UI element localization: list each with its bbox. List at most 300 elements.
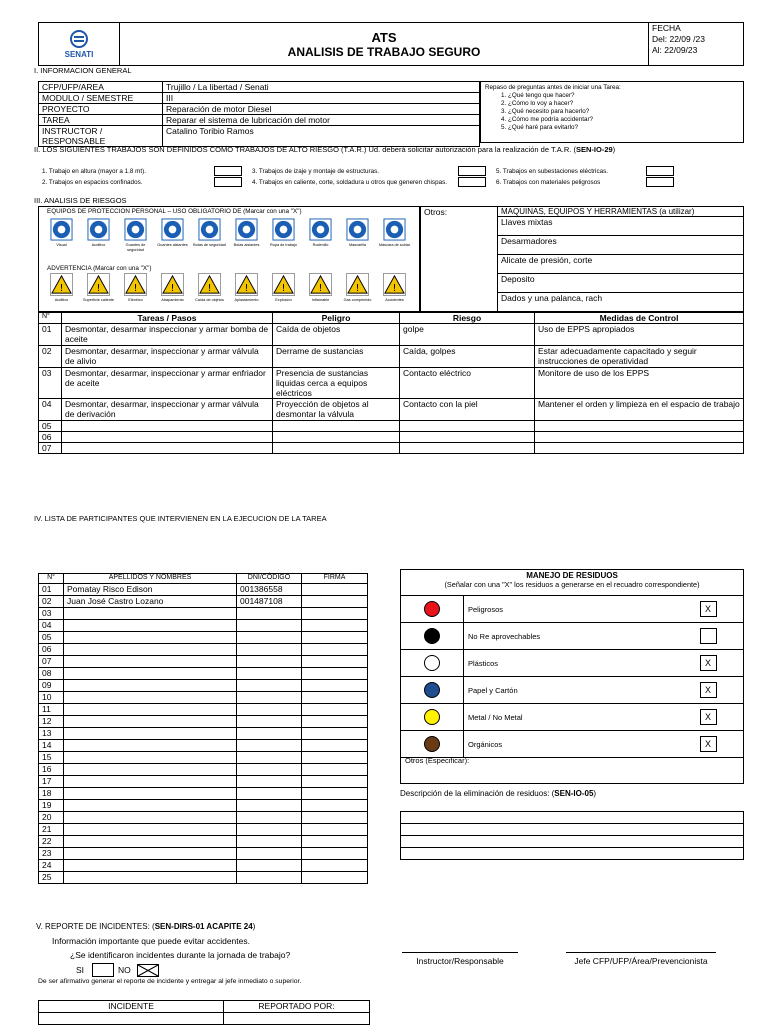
participant-row [39, 644, 368, 656]
participant-row [39, 704, 368, 716]
participant-cell-n[interactable]: 23 [39, 848, 64, 860]
participant-cell-n[interactable]: 14 [39, 740, 64, 752]
risk-row [39, 432, 744, 443]
adv-label: Gas comprimido [343, 298, 372, 302]
info-key: MODULO / SEMESTRE [39, 93, 163, 104]
participant-row [39, 596, 368, 608]
participant-cell-dni[interactable] [237, 680, 302, 692]
participant-cell-name[interactable] [64, 872, 237, 884]
epp-label: Botas aislantes [233, 243, 260, 247]
incident-note: De ser afirmativo generar el reporte de incidente y entregar al jefe inmediato o superior. [38, 978, 302, 985]
residuos-subtitle: (Señalar con una "X" los residuos a generarse en el recuadro correspondiente) [444, 580, 700, 589]
participant-cell-dni[interactable] [237, 692, 302, 704]
adv-item[interactable] [376, 273, 413, 308]
risk-cell-tarea[interactable]: Desmontar, desarmar inspeccionar y armar bomba de aceite [62, 324, 273, 346]
risk-cell-riesgo[interactable]: Contacto eléctrico [400, 368, 535, 399]
incident-question: ¿Se identificaron incidentes durante la jornada de trabajo? [70, 950, 291, 960]
participant-cell-name[interactable] [64, 800, 237, 812]
participant-cell-dni[interactable] [237, 740, 302, 752]
risk-cell-tarea[interactable] [62, 443, 273, 454]
questions-title: Repaso de preguntas antes de iniciar una Tarea: [485, 84, 621, 91]
incident-header: INCIDENTE [39, 1001, 224, 1013]
warning-icon [198, 273, 221, 296]
si-label: SI [76, 965, 85, 975]
adv-item[interactable] [339, 273, 376, 308]
epp-label: Guantes de seguridad [125, 243, 146, 252]
warning-icon [87, 273, 110, 296]
participant-cell-dni[interactable] [237, 608, 302, 620]
svg-text:!: ! [170, 283, 175, 295]
tar-checkbox[interactable] [458, 166, 486, 176]
participant-cell-name[interactable] [64, 752, 237, 764]
epp-icon [383, 218, 406, 241]
info-value: Catalino Toribio Ramos [163, 126, 480, 147]
warning-icon [235, 273, 258, 296]
info-key: PROYECTO [39, 104, 163, 115]
participant-cell-n[interactable]: 02 [39, 596, 64, 608]
desc-line[interactable] [401, 848, 744, 860]
risk-cell-tarea[interactable]: Desmontar, desarmar, inspeccionar y armar válvula de derivación [62, 399, 273, 421]
no-checkbox-checked[interactable] [137, 964, 159, 977]
participant-cell-name[interactable] [64, 776, 237, 788]
incident-answer [76, 963, 159, 977]
epp-icon [346, 218, 369, 241]
risk-cell-tarea[interactable]: Desmontar, desarmar, inspeccionar y armar válvula de alivio [62, 346, 273, 368]
risk-header: Peligro [273, 313, 400, 324]
risk-cell-tarea[interactable] [62, 432, 273, 443]
risk-cell-medida[interactable] [535, 443, 744, 454]
risk-row [39, 443, 744, 454]
adv-label: Aplastamiento [234, 298, 259, 302]
svg-text:!: ! [355, 283, 360, 295]
risk-cell-n[interactable]: 06 [39, 432, 62, 443]
participant-cell-n[interactable]: 06 [39, 644, 64, 656]
residuo-color-cell [401, 677, 464, 703]
participant-cell-firma[interactable] [302, 632, 368, 644]
participant-cell-firma[interactable] [302, 620, 368, 632]
residuo-color-cell [401, 650, 464, 676]
participant-cell-n[interactable]: 25 [39, 872, 64, 884]
participant-cell-firma[interactable] [302, 836, 368, 848]
participant-cell-dni[interactable] [237, 824, 302, 836]
logo-cell [39, 23, 120, 66]
participant-cell-name[interactable] [64, 608, 237, 620]
participants-table [38, 573, 368, 884]
participant-cell-name[interactable] [64, 620, 237, 632]
section-2-code: SEN-IO-29 [575, 145, 613, 154]
participant-cell-firma[interactable] [302, 872, 368, 884]
risk-cell-n[interactable]: 03 [39, 368, 62, 399]
participant-cell-name[interactable]: Pomatay Risco Edison [64, 584, 237, 596]
participant-row [39, 824, 368, 836]
adv-item[interactable] [80, 273, 117, 308]
participant-cell-firma[interactable] [302, 656, 368, 668]
adv-item[interactable] [228, 273, 265, 308]
tar-checkbox[interactable] [458, 177, 486, 187]
residuo-label: Orgánicos [468, 739, 503, 749]
fecha-del: Del: 22/09 /23 [652, 34, 705, 44]
risk-header: Riesgo [400, 313, 535, 324]
residuo-checkbox[interactable]: X [700, 682, 717, 698]
epp-item[interactable] [376, 218, 413, 253]
participant-cell-n[interactable]: 21 [39, 824, 64, 836]
participant-cell-name[interactable] [64, 860, 237, 872]
participant-cell-firma[interactable] [302, 788, 368, 800]
warning-icon [346, 273, 369, 296]
risk-cell-medida[interactable]: Monitore de uso de los EPPS [535, 368, 744, 399]
residuos-desc-code: SEN-IO-05 [554, 789, 594, 798]
participant-cell-firma[interactable] [302, 680, 368, 692]
desc-line[interactable] [401, 836, 744, 848]
section-5-code: SEN-DIRS-01 ACAPITE 24 [154, 922, 253, 931]
tar-checkbox[interactable] [646, 166, 674, 176]
participant-cell-firma[interactable] [302, 800, 368, 812]
participant-row [39, 668, 368, 680]
risk-cell-peligro[interactable]: Proyección de objetos al desmontar la válvula [273, 399, 400, 421]
participant-cell-name[interactable] [64, 644, 237, 656]
svg-text:!: ! [392, 283, 397, 295]
residuo-color-cell [401, 623, 464, 649]
epp-item[interactable] [117, 218, 154, 253]
risk-cell-medida[interactable]: Uso de EPPS apropiados [535, 324, 744, 346]
participant-cell-firma[interactable] [302, 668, 368, 680]
participant-cell-n[interactable]: 20 [39, 812, 64, 824]
participant-cell-firma[interactable] [302, 824, 368, 836]
participant-cell-name[interactable] [64, 692, 237, 704]
risk-table [38, 312, 744, 454]
info-table [38, 81, 480, 147]
residuo-color-cell [401, 731, 464, 757]
tool-item: Dados y una palanca, rach [498, 293, 744, 312]
participant-cell-firma[interactable] [302, 644, 368, 656]
adv-item[interactable] [265, 273, 302, 308]
adv-item[interactable] [154, 273, 191, 308]
epp-icon [124, 218, 147, 241]
participant-cell-name[interactable] [64, 668, 237, 680]
participant-cell-dni[interactable]: 001487108 [237, 596, 302, 608]
residuo-color-cell [401, 596, 464, 622]
participant-cell-dni[interactable] [237, 716, 302, 728]
page-subtitle: ANALISIS DE TRABAJO SEGURO [287, 44, 481, 59]
risk-cell-riesgo[interactable] [400, 432, 535, 443]
risk-cell-tarea[interactable]: Desmontar, desarmar, inspeccionar y armar enfriador de aceite [62, 368, 273, 399]
risk-cell-tarea[interactable] [62, 421, 273, 432]
risk-row [39, 399, 744, 421]
epp-icon [309, 218, 332, 241]
risk-cell-n[interactable]: 02 [39, 346, 62, 368]
epp-icon [87, 218, 110, 241]
participant-cell-n[interactable]: 15 [39, 752, 64, 764]
participant-cell-n[interactable]: 18 [39, 788, 64, 800]
adv-label: Superficie caliente [82, 298, 115, 302]
participants-header: APELLIDOS Y NOMBRES [64, 574, 237, 584]
participant-cell-firma[interactable] [302, 812, 368, 824]
participant-cell-n[interactable]: 03 [39, 608, 64, 620]
incident-cell[interactable] [224, 1013, 370, 1025]
participant-cell-dni[interactable] [237, 872, 302, 884]
participant-cell-firma[interactable] [302, 704, 368, 716]
residuo-checkbox[interactable]: X [700, 601, 717, 617]
risk-cell-riesgo[interactable] [400, 443, 535, 454]
desc-line[interactable] [401, 824, 744, 836]
participant-cell-n[interactable]: 16 [39, 764, 64, 776]
senati-logo-icon [68, 30, 90, 48]
participant-cell-n[interactable]: 01 [39, 584, 64, 596]
desc-line[interactable] [401, 812, 744, 824]
epp-item[interactable] [43, 218, 80, 253]
tar-item: 3. Trabajos de izaje y montaje de estructuras. [252, 168, 380, 175]
participant-cell-firma[interactable] [302, 596, 368, 608]
epp-item[interactable] [228, 218, 265, 253]
participant-cell-dni[interactable] [237, 848, 302, 860]
participant-cell-dni[interactable] [237, 776, 302, 788]
participant-row [39, 848, 368, 860]
participant-row [39, 860, 368, 872]
si-checkbox[interactable] [92, 963, 114, 977]
adv-label: Accidentes [385, 298, 404, 302]
participant-cell-name[interactable] [64, 632, 237, 644]
participant-cell-n[interactable]: 04 [39, 620, 64, 632]
risk-cell-peligro[interactable] [273, 432, 400, 443]
participant-cell-name[interactable] [64, 716, 237, 728]
tar-checkbox[interactable] [214, 166, 242, 176]
residuo-color-dot [424, 709, 440, 725]
info-key: INSTRUCTOR / RESPONSABLE [39, 126, 163, 147]
participant-row [39, 680, 368, 692]
residuo-label: Plásticos [468, 658, 499, 668]
participant-cell-n[interactable]: 13 [39, 728, 64, 740]
participant-cell-dni[interactable] [237, 800, 302, 812]
participant-cell-name[interactable] [64, 788, 237, 800]
participant-cell-name[interactable] [64, 704, 237, 716]
participant-cell-n[interactable]: 10 [39, 692, 64, 704]
participant-cell-name[interactable] [64, 740, 237, 752]
participant-cell-n[interactable]: 17 [39, 776, 64, 788]
participant-cell-n[interactable]: 09 [39, 680, 64, 692]
svg-text:!: ! [244, 283, 249, 295]
epp-item[interactable] [191, 218, 228, 253]
epp-title: EQUIPOS DE PROTECCION PERSONAL – USO OBLIGATORIO DE (Marcar con una "X") [47, 208, 302, 215]
residuo-checkbox[interactable]: X [700, 736, 717, 752]
risk-cell-peligro[interactable]: Derrame de sustancias [273, 346, 400, 368]
risk-row [39, 324, 744, 346]
residuo-checkbox[interactable]: X [700, 655, 717, 671]
participant-cell-name[interactable] [64, 836, 237, 848]
tar-checkbox[interactable] [646, 177, 674, 187]
participant-cell-n[interactable]: 07 [39, 656, 64, 668]
participant-cell-firma[interactable] [302, 860, 368, 872]
warning-icon [124, 273, 147, 296]
participant-cell-firma[interactable] [302, 728, 368, 740]
epp-item[interactable] [265, 218, 302, 253]
risk-cell-n[interactable]: 04 [39, 399, 62, 421]
residuo-color-dot [424, 655, 440, 671]
participant-row [39, 872, 368, 884]
tools-table [420, 206, 744, 312]
risk-cell-medida[interactable] [535, 432, 744, 443]
epp-label: Rodenillo [312, 243, 329, 247]
participant-row [39, 740, 368, 752]
tar-item: 4. Trabajos en caliente, corte, soldadura u otros que generen chispas. [252, 179, 447, 186]
tar-col-3 [496, 166, 674, 188]
info-value: Reparar el sistema de lubricación del motor [163, 115, 480, 126]
svg-text:!: ! [133, 283, 138, 295]
participant-row [39, 620, 368, 632]
participant-cell-dni[interactable] [237, 728, 302, 740]
info-value: Trujillo / La libertad / Senati [163, 82, 480, 93]
participant-cell-firma[interactable] [302, 692, 368, 704]
participant-cell-firma[interactable] [302, 764, 368, 776]
risk-header: Tareas / Pasos [62, 313, 273, 324]
epp-box [38, 206, 420, 312]
info-value: Reparación de motor Diesel [163, 104, 480, 115]
participant-cell-dni[interactable] [237, 836, 302, 848]
otros-cell: Otros: [421, 207, 498, 312]
svg-text:!: ! [207, 283, 212, 295]
section-5-title [36, 922, 255, 931]
info-key: CFP/UFP/AREA [39, 82, 163, 93]
section-5-close: ) [252, 922, 256, 931]
participant-cell-dni[interactable] [237, 620, 302, 632]
residuos-title: MANEJO DE RESIDUOS [526, 571, 618, 580]
risk-cell-n[interactable]: 05 [39, 421, 62, 432]
risk-cell-peligro[interactable]: Caída de objetos [273, 324, 400, 346]
residuos-desc-text: Descripción de la eliminación de residuos: ( [400, 789, 555, 798]
tar-item: 1. Trabajo en altura (mayor a 1.8 mt). [42, 168, 146, 175]
participant-cell-dni[interactable] [237, 704, 302, 716]
warning-icon [383, 273, 406, 296]
residuo-row [401, 703, 743, 730]
epp-label: Visual [56, 243, 67, 247]
svg-text:!: ! [59, 283, 64, 295]
participant-row [39, 788, 368, 800]
epp-label: Ropa de trabajo [269, 243, 298, 247]
epp-item[interactable] [339, 218, 376, 253]
participant-cell-name[interactable]: Juan José Castro Lozano [64, 596, 237, 608]
question-item: 4. ¿Cómo me podría accidentar? [501, 116, 594, 123]
warning-icon [272, 273, 295, 296]
risk-cell-n[interactable]: 07 [39, 443, 62, 454]
participant-cell-dni[interactable] [237, 668, 302, 680]
participant-cell-dni[interactable]: 001386558 [237, 584, 302, 596]
participant-cell-dni[interactable] [237, 764, 302, 776]
participant-cell-firma[interactable] [302, 752, 368, 764]
adv-item[interactable] [117, 273, 154, 308]
fecha-al: Al: 22/09/23 [652, 45, 698, 55]
question-item: 2. ¿Cómo lo voy a hacer? [501, 100, 574, 107]
participant-cell-name[interactable] [64, 812, 237, 824]
adv-item[interactable] [43, 273, 80, 308]
participant-row [39, 836, 368, 848]
participant-cell-name[interactable] [64, 848, 237, 860]
participant-cell-firma[interactable] [302, 848, 368, 860]
tar-item: 2. Trabajos en espacios confinados. [42, 179, 143, 186]
residuo-color-dot [424, 682, 440, 698]
participant-cell-firma[interactable] [302, 584, 368, 596]
risk-cell-peligro[interactable] [273, 421, 400, 432]
participant-row [39, 752, 368, 764]
risk-cell-medida[interactable]: Estar adecuadamente capacitado y seguir instrucciones de operatividad [535, 346, 744, 368]
residuos-otros: Otros (Especificar): [405, 756, 470, 765]
residuo-label: No Re aprovechables [468, 631, 541, 641]
participant-cell-n[interactable]: 12 [39, 716, 64, 728]
participant-cell-name[interactable] [64, 728, 237, 740]
risk-cell-riesgo[interactable]: Contacto con la piel [400, 399, 535, 421]
participant-cell-name[interactable] [64, 764, 237, 776]
tar-checkbox[interactable] [214, 177, 242, 187]
risk-cell-riesgo[interactable]: golpe [400, 324, 535, 346]
adv-item[interactable] [302, 273, 339, 308]
section-5-text: V. REPORTE DE INCIDENTES: ( [36, 922, 155, 931]
warning-icon [161, 273, 184, 296]
participant-cell-n[interactable]: 08 [39, 668, 64, 680]
adv-label: Explosión [275, 298, 292, 302]
risk-cell-riesgo[interactable] [400, 421, 535, 432]
residuos-box [400, 569, 744, 784]
participant-cell-dni[interactable] [237, 752, 302, 764]
epp-item[interactable] [154, 218, 191, 253]
risk-cell-n[interactable]: 01 [39, 324, 62, 346]
participant-cell-dni[interactable] [237, 812, 302, 824]
participant-cell-dni[interactable] [237, 644, 302, 656]
risk-cell-peligro[interactable]: Presencia de sustancias liquidas cerca a equipos eléctricos [273, 368, 400, 399]
fecha-label: FECHA [652, 23, 681, 33]
incident-cell[interactable] [39, 1013, 224, 1025]
risk-cell-medida[interactable] [535, 421, 744, 432]
residuo-row [401, 595, 743, 622]
participant-cell-n[interactable]: 22 [39, 836, 64, 848]
residuo-label: Papel y Cartón [468, 685, 518, 695]
epp-label: Mascarilla [348, 243, 367, 247]
participant-cell-firma[interactable] [302, 740, 368, 752]
participant-cell-firma[interactable] [302, 608, 368, 620]
epp-label: Máscara de soldar [378, 243, 411, 247]
participant-cell-n[interactable]: 05 [39, 632, 64, 644]
risk-cell-medida[interactable]: Mantener el orden y limpieza en el espacio de trabajo [535, 399, 744, 421]
participant-row [39, 584, 368, 596]
participant-row [39, 632, 368, 644]
participant-cell-dni[interactable] [237, 860, 302, 872]
risk-row [39, 421, 744, 432]
adv-icons [43, 273, 413, 308]
epp-item[interactable] [80, 218, 117, 253]
participant-cell-name[interactable] [64, 656, 237, 668]
risk-cell-peligro[interactable] [273, 443, 400, 454]
epp-icon [235, 218, 258, 241]
participant-cell-n[interactable]: 11 [39, 704, 64, 716]
residuo-checkbox[interactable]: X [700, 709, 717, 725]
participant-cell-n[interactable]: 24 [39, 860, 64, 872]
adv-label: Eléctrico [128, 298, 143, 302]
residuo-color-cell [401, 704, 464, 730]
participant-cell-firma[interactable] [302, 776, 368, 788]
participants-header: DNI/CÓDIGO [237, 574, 302, 584]
epp-icon [198, 218, 221, 241]
residuo-checkbox[interactable] [700, 628, 717, 644]
participant-cell-dni[interactable] [237, 632, 302, 644]
participant-cell-firma[interactable] [302, 716, 368, 728]
participant-cell-dni[interactable] [237, 656, 302, 668]
adv-item[interactable] [191, 273, 228, 308]
tools-title: MAQUINAS, EQUIPOS Y HERRAMIENTAS (a utilizar) [498, 207, 744, 217]
risk-cell-riesgo[interactable]: Caída, golpes [400, 346, 535, 368]
participant-cell-name[interactable] [64, 680, 237, 692]
participant-cell-n[interactable]: 19 [39, 800, 64, 812]
participant-cell-name[interactable] [64, 824, 237, 836]
participant-row [39, 764, 368, 776]
participant-cell-dni[interactable] [237, 788, 302, 800]
epp-item[interactable] [302, 218, 339, 253]
